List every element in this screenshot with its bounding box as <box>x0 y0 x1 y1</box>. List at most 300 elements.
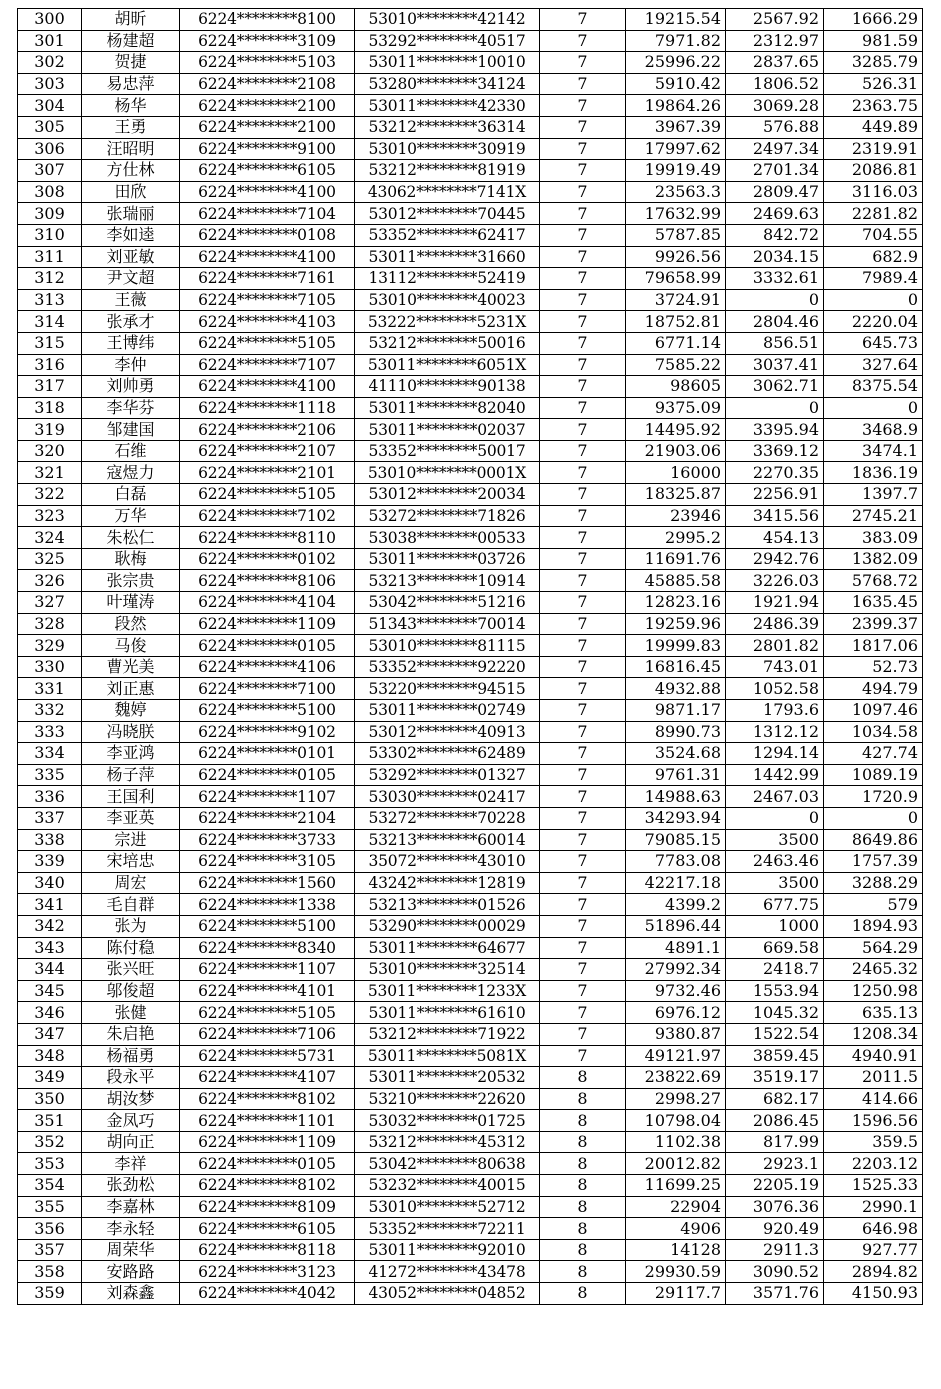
person-name-cell: 张劲松 <box>82 1175 180 1197</box>
table-row <box>18 95 923 117</box>
months-cell: 8 <box>540 1196 626 1218</box>
row-number-cell: 331 <box>18 678 82 700</box>
months-cell: 7 <box>540 246 626 268</box>
table-row <box>18 289 923 311</box>
amount-cell: 2418.7 <box>726 959 824 981</box>
months-cell: 7 <box>540 289 626 311</box>
id-number-cell: 43242********12819 <box>355 872 540 894</box>
id-number-cell: 53290********00029 <box>355 915 540 937</box>
row-number-cell: 359 <box>18 1283 82 1305</box>
person-name-cell: 刘森鑫 <box>82 1283 180 1305</box>
amount-cell: 817.99 <box>726 1131 824 1153</box>
person-name-cell: 王勇 <box>82 116 180 138</box>
row-number-cell: 330 <box>18 656 82 678</box>
person-name-cell: 李华芬 <box>82 397 180 419</box>
months-cell: 7 <box>540 116 626 138</box>
table-row <box>18 1175 923 1197</box>
amount-cell: 49121.97 <box>626 1045 726 1067</box>
amount-cell: 3500 <box>726 872 824 894</box>
row-number-cell: 308 <box>18 181 82 203</box>
months-cell: 7 <box>540 721 626 743</box>
person-name-cell: 朱松仁 <box>82 527 180 549</box>
table-row <box>18 548 923 570</box>
months-cell: 8 <box>540 1153 626 1175</box>
table-row <box>18 1196 923 1218</box>
table-row <box>18 1261 923 1283</box>
id-number-cell: 53011********42330 <box>355 95 540 117</box>
amount-cell: 2465.32 <box>824 959 923 981</box>
id-number-cell: 53011********03726 <box>355 548 540 570</box>
amount-cell: 1817.06 <box>824 635 923 657</box>
row-number-cell: 313 <box>18 289 82 311</box>
amount-cell: 5910.42 <box>626 73 726 95</box>
months-cell: 7 <box>540 786 626 808</box>
person-name-cell: 李亚鸿 <box>82 743 180 765</box>
months-cell: 7 <box>540 829 626 851</box>
amount-cell: 2086.45 <box>726 1110 824 1132</box>
table-row <box>18 1239 923 1261</box>
amount-cell: 2205.19 <box>726 1175 824 1197</box>
amount-cell: 1000 <box>726 915 824 937</box>
table-row <box>18 419 923 441</box>
id-number-cell: 53212********71922 <box>355 1023 540 1045</box>
table-row <box>18 484 923 506</box>
amount-cell: 526.31 <box>824 73 923 95</box>
row-number-cell: 302 <box>18 52 82 74</box>
months-cell: 8 <box>540 1261 626 1283</box>
amount-cell: 564.29 <box>824 937 923 959</box>
amount-cell: 23563.3 <box>626 181 726 203</box>
amount-cell: 6976.12 <box>626 1002 726 1024</box>
amount-cell: 2745.21 <box>824 505 923 527</box>
amount-cell: 2911.3 <box>726 1239 824 1261</box>
amount-cell: 677.75 <box>726 894 824 916</box>
row-number-cell: 314 <box>18 311 82 333</box>
amount-cell: 0 <box>824 807 923 829</box>
bank-card-number-cell: 6224********3109 <box>180 30 355 52</box>
amount-cell: 14495.92 <box>626 419 726 441</box>
subsidy-table <box>17 8 923 1305</box>
id-number-cell: 53212********36314 <box>355 116 540 138</box>
amount-cell: 2034.15 <box>726 246 824 268</box>
person-name-cell: 胡向正 <box>82 1131 180 1153</box>
bank-card-number-cell: 6224********7105 <box>180 289 355 311</box>
person-name-cell: 宋培忠 <box>82 851 180 873</box>
row-number-cell: 319 <box>18 419 82 441</box>
bank-card-number-cell: 6224********1560 <box>180 872 355 894</box>
amount-cell: 0 <box>824 289 923 311</box>
months-cell: 7 <box>540 700 626 722</box>
months-cell: 7 <box>540 592 626 614</box>
amount-cell: 7971.82 <box>626 30 726 52</box>
row-number-cell: 338 <box>18 829 82 851</box>
table-row <box>18 462 923 484</box>
amount-cell: 2894.82 <box>824 1261 923 1283</box>
months-cell: 8 <box>540 1283 626 1305</box>
table-row <box>18 505 923 527</box>
amount-cell: 1836.19 <box>824 462 923 484</box>
person-name-cell: 刘帅勇 <box>82 376 180 398</box>
amount-cell: 9871.17 <box>626 700 726 722</box>
id-number-cell: 53011********02749 <box>355 700 540 722</box>
bank-card-number-cell: 6224********2106 <box>180 419 355 441</box>
amount-cell: 2281.82 <box>824 203 923 225</box>
row-number-cell: 342 <box>18 915 82 937</box>
bank-card-number-cell: 6224********8110 <box>180 527 355 549</box>
amount-cell: 2011.5 <box>824 1067 923 1089</box>
months-cell: 7 <box>540 224 626 246</box>
months-cell: 7 <box>540 138 626 160</box>
amount-cell: 5768.72 <box>824 570 923 592</box>
amount-cell: 1312.12 <box>726 721 824 743</box>
row-number-cell: 349 <box>18 1067 82 1089</box>
amount-cell: 2486.39 <box>726 613 824 635</box>
person-name-cell: 易忠萍 <box>82 73 180 95</box>
table-row <box>18 872 923 894</box>
amount-cell: 3037.41 <box>726 354 824 376</box>
amount-cell: 19864.26 <box>626 95 726 117</box>
amount-cell: 3474.1 <box>824 440 923 462</box>
table-row <box>18 764 923 786</box>
amount-cell: 22904 <box>626 1196 726 1218</box>
amount-cell: 2990.1 <box>824 1196 923 1218</box>
months-cell: 8 <box>540 1110 626 1132</box>
amount-cell: 23822.69 <box>626 1067 726 1089</box>
person-name-cell: 周宏 <box>82 872 180 894</box>
row-number-cell: 354 <box>18 1175 82 1197</box>
id-number-cell: 53272********70228 <box>355 807 540 829</box>
amount-cell: 8375.54 <box>824 376 923 398</box>
bank-card-number-cell: 6224********2101 <box>180 462 355 484</box>
id-number-cell: 53292********01327 <box>355 764 540 786</box>
months-cell: 7 <box>540 30 626 52</box>
amount-cell: 19919.49 <box>626 160 726 182</box>
months-cell: 7 <box>540 419 626 441</box>
amount-cell: 3062.71 <box>726 376 824 398</box>
row-number-cell: 300 <box>18 9 82 31</box>
amount-cell: 29117.7 <box>626 1283 726 1305</box>
table-row <box>18 224 923 246</box>
amount-cell: 19215.54 <box>626 9 726 31</box>
bank-card-number-cell: 6224********8106 <box>180 570 355 592</box>
amount-cell: 669.58 <box>726 937 824 959</box>
bank-card-number-cell: 6224********0102 <box>180 548 355 570</box>
months-cell: 8 <box>540 1218 626 1240</box>
row-number-cell: 335 <box>18 764 82 786</box>
bank-card-number-cell: 6224********7102 <box>180 505 355 527</box>
row-number-cell: 307 <box>18 160 82 182</box>
months-cell: 7 <box>540 894 626 916</box>
amount-cell: 383.09 <box>824 527 923 549</box>
amount-cell: 1921.94 <box>726 592 824 614</box>
amount-cell: 1757.39 <box>824 851 923 873</box>
row-number-cell: 340 <box>18 872 82 894</box>
amount-cell: 3500 <box>726 829 824 851</box>
amount-cell: 2312.97 <box>726 30 824 52</box>
bank-card-number-cell: 6224********8340 <box>180 937 355 959</box>
person-name-cell: 李如逵 <box>82 224 180 246</box>
id-number-cell: 53302********62489 <box>355 743 540 765</box>
amount-cell: 17632.99 <box>626 203 726 225</box>
row-number-cell: 337 <box>18 807 82 829</box>
row-number-cell: 341 <box>18 894 82 916</box>
person-name-cell: 刘亚敏 <box>82 246 180 268</box>
amount-cell: 34293.94 <box>626 807 726 829</box>
amount-cell: 52.73 <box>824 656 923 678</box>
row-number-cell: 332 <box>18 700 82 722</box>
amount-cell: 1720.9 <box>824 786 923 808</box>
amount-cell: 414.66 <box>824 1088 923 1110</box>
person-name-cell: 尹文超 <box>82 268 180 290</box>
person-name-cell: 王国利 <box>82 786 180 808</box>
person-name-cell: 寇煜力 <box>82 462 180 484</box>
row-number-cell: 351 <box>18 1110 82 1132</box>
id-number-cell: 53220********94515 <box>355 678 540 700</box>
bank-card-number-cell: 6224********6105 <box>180 160 355 182</box>
amount-cell: 2256.91 <box>726 484 824 506</box>
row-number-cell: 324 <box>18 527 82 549</box>
amount-cell: 449.89 <box>824 116 923 138</box>
amount-cell: 2399.37 <box>824 613 923 635</box>
row-number-cell: 336 <box>18 786 82 808</box>
amount-cell: 856.51 <box>726 332 824 354</box>
bank-card-number-cell: 6224********2107 <box>180 440 355 462</box>
amount-cell: 1397.7 <box>824 484 923 506</box>
id-number-cell: 53010********32514 <box>355 959 540 981</box>
person-name-cell: 魏婷 <box>82 700 180 722</box>
months-cell: 7 <box>540 332 626 354</box>
person-name-cell: 张瑞丽 <box>82 203 180 225</box>
table-row <box>18 700 923 722</box>
months-cell: 7 <box>540 1002 626 1024</box>
amount-cell: 4906 <box>626 1218 726 1240</box>
person-name-cell: 张为 <box>82 915 180 937</box>
amount-cell: 2220.04 <box>824 311 923 333</box>
amount-cell: 2463.46 <box>726 851 824 873</box>
bank-card-number-cell: 6224********4103 <box>180 311 355 333</box>
person-name-cell: 马俊 <box>82 635 180 657</box>
table-row <box>18 915 923 937</box>
person-name-cell: 杨福勇 <box>82 1045 180 1067</box>
row-number-cell: 305 <box>18 116 82 138</box>
person-name-cell: 石维 <box>82 440 180 462</box>
table-row <box>18 786 923 808</box>
person-name-cell: 李祥 <box>82 1153 180 1175</box>
id-number-cell: 53010********0001X <box>355 462 540 484</box>
amount-cell: 2469.63 <box>726 203 824 225</box>
bank-card-number-cell: 6224********5105 <box>180 1002 355 1024</box>
amount-cell: 16816.45 <box>626 656 726 678</box>
amount-cell: 1522.54 <box>726 1023 824 1045</box>
months-cell: 8 <box>540 1239 626 1261</box>
months-cell: 7 <box>540 527 626 549</box>
person-name-cell: 叶瑾涛 <box>82 592 180 614</box>
amount-cell: 2998.27 <box>626 1088 726 1110</box>
amount-cell: 7585.22 <box>626 354 726 376</box>
amount-cell: 7783.08 <box>626 851 726 873</box>
row-number-cell: 350 <box>18 1088 82 1110</box>
amount-cell: 8649.86 <box>824 829 923 851</box>
id-number-cell: 35072********43010 <box>355 851 540 873</box>
row-number-cell: 326 <box>18 570 82 592</box>
table-row <box>18 440 923 462</box>
person-name-cell: 段然 <box>82 613 180 635</box>
bank-card-number-cell: 6224********4100 <box>180 376 355 398</box>
id-number-cell: 53010********30919 <box>355 138 540 160</box>
bank-card-number-cell: 6224********8102 <box>180 1088 355 1110</box>
id-number-cell: 53011********61610 <box>355 1002 540 1024</box>
amount-cell: 704.55 <box>824 224 923 246</box>
table-row <box>18 1088 923 1110</box>
months-cell: 7 <box>540 354 626 376</box>
amount-cell: 5787.85 <box>626 224 726 246</box>
amount-cell: 359.5 <box>824 1131 923 1153</box>
amount-cell: 1208.34 <box>824 1023 923 1045</box>
bank-card-number-cell: 6224********5100 <box>180 915 355 937</box>
months-cell: 7 <box>540 1045 626 1067</box>
table-row <box>18 52 923 74</box>
amount-cell: 79085.15 <box>626 829 726 851</box>
table-row <box>18 937 923 959</box>
amount-cell: 98605 <box>626 376 726 398</box>
person-name-cell: 张兴旺 <box>82 959 180 981</box>
row-number-cell: 329 <box>18 635 82 657</box>
table-row <box>18 203 923 225</box>
id-number-cell: 43062********7141X <box>355 181 540 203</box>
row-number-cell: 320 <box>18 440 82 462</box>
amount-cell: 427.74 <box>824 743 923 765</box>
row-number-cell: 323 <box>18 505 82 527</box>
amount-cell: 2995.2 <box>626 527 726 549</box>
amount-cell: 4399.2 <box>626 894 726 916</box>
months-cell: 7 <box>540 268 626 290</box>
amount-cell: 4891.1 <box>626 937 726 959</box>
bank-card-number-cell: 6224********1109 <box>180 613 355 635</box>
amount-cell: 27992.34 <box>626 959 726 981</box>
table-row <box>18 116 923 138</box>
amount-cell: 2923.1 <box>726 1153 824 1175</box>
table-row <box>18 397 923 419</box>
amount-cell: 682.17 <box>726 1088 824 1110</box>
amount-cell: 579 <box>824 894 923 916</box>
person-name-cell: 贺捷 <box>82 52 180 74</box>
person-name-cell: 李嘉林 <box>82 1196 180 1218</box>
table-row <box>18 9 923 31</box>
bank-card-number-cell: 6224********2100 <box>180 95 355 117</box>
bank-card-number-cell: 6224********7106 <box>180 1023 355 1045</box>
bank-card-number-cell: 6224********0105 <box>180 1153 355 1175</box>
person-name-cell: 金凤巧 <box>82 1110 180 1132</box>
table-row <box>18 1131 923 1153</box>
amount-cell: 4932.88 <box>626 678 726 700</box>
row-number-cell: 358 <box>18 1261 82 1283</box>
bank-card-number-cell: 6224********9100 <box>180 138 355 160</box>
id-number-cell: 53011********92010 <box>355 1239 540 1261</box>
id-number-cell: 53213********60014 <box>355 829 540 851</box>
person-name-cell: 宗进 <box>82 829 180 851</box>
table-row <box>18 678 923 700</box>
amount-cell: 1250.98 <box>824 980 923 1002</box>
amount-cell: 14128 <box>626 1239 726 1261</box>
row-number-cell: 352 <box>18 1131 82 1153</box>
amount-cell: 3524.68 <box>626 743 726 765</box>
amount-cell: 79658.99 <box>626 268 726 290</box>
person-name-cell: 杨子萍 <box>82 764 180 786</box>
row-number-cell: 353 <box>18 1153 82 1175</box>
bank-card-number-cell: 6224********5100 <box>180 700 355 722</box>
id-number-cell: 53292********40517 <box>355 30 540 52</box>
id-number-cell: 53032********01725 <box>355 1110 540 1132</box>
table-row <box>18 1218 923 1240</box>
months-cell: 7 <box>540 937 626 959</box>
person-name-cell: 安路路 <box>82 1261 180 1283</box>
person-name-cell: 朱启艳 <box>82 1023 180 1045</box>
person-name-cell: 张宗贵 <box>82 570 180 592</box>
row-number-cell: 321 <box>18 462 82 484</box>
bank-card-number-cell: 6224********4106 <box>180 656 355 678</box>
row-number-cell: 328 <box>18 613 82 635</box>
months-cell: 7 <box>540 980 626 1002</box>
id-number-cell: 53010********40023 <box>355 289 540 311</box>
row-number-cell: 343 <box>18 937 82 959</box>
id-number-cell: 53011********64677 <box>355 937 540 959</box>
amount-cell: 1045.32 <box>726 1002 824 1024</box>
amount-cell: 17997.62 <box>626 138 726 160</box>
person-name-cell: 冯晓朕 <box>82 721 180 743</box>
person-name-cell: 胡昕 <box>82 9 180 31</box>
amount-cell: 920.49 <box>726 1218 824 1240</box>
amount-cell: 981.59 <box>824 30 923 52</box>
id-number-cell: 53038********00533 <box>355 527 540 549</box>
row-number-cell: 315 <box>18 332 82 354</box>
amount-cell: 646.98 <box>824 1218 923 1240</box>
amount-cell: 454.13 <box>726 527 824 549</box>
amount-cell: 2567.92 <box>726 9 824 31</box>
amount-cell: 9375.09 <box>626 397 726 419</box>
table-row <box>18 246 923 268</box>
amount-cell: 2837.65 <box>726 52 824 74</box>
bank-card-number-cell: 6224********4042 <box>180 1283 355 1305</box>
bank-card-number-cell: 6224********4107 <box>180 1067 355 1089</box>
amount-cell: 0 <box>824 397 923 419</box>
row-number-cell: 311 <box>18 246 82 268</box>
table-row <box>18 829 923 851</box>
amount-cell: 9380.87 <box>626 1023 726 1045</box>
amount-cell: 3288.29 <box>824 872 923 894</box>
amount-cell: 494.79 <box>824 678 923 700</box>
amount-cell: 2804.46 <box>726 311 824 333</box>
table-row <box>18 181 923 203</box>
amount-cell: 1806.52 <box>726 73 824 95</box>
person-name-cell: 杨华 <box>82 95 180 117</box>
table-row <box>18 311 923 333</box>
id-number-cell: 53011********82040 <box>355 397 540 419</box>
amount-cell: 2809.47 <box>726 181 824 203</box>
id-number-cell: 53012********40913 <box>355 721 540 743</box>
amount-cell: 14988.63 <box>626 786 726 808</box>
table-row <box>18 1023 923 1045</box>
amount-cell: 3076.36 <box>726 1196 824 1218</box>
row-number-cell: 316 <box>18 354 82 376</box>
months-cell: 7 <box>540 203 626 225</box>
bank-card-number-cell: 6224********7107 <box>180 354 355 376</box>
amount-cell: 11699.25 <box>626 1175 726 1197</box>
amount-cell: 3519.17 <box>726 1067 824 1089</box>
id-number-cell: 53010********52712 <box>355 1196 540 1218</box>
bank-card-number-cell: 6224********0108 <box>180 224 355 246</box>
amount-cell: 9926.56 <box>626 246 726 268</box>
table-row <box>18 160 923 182</box>
